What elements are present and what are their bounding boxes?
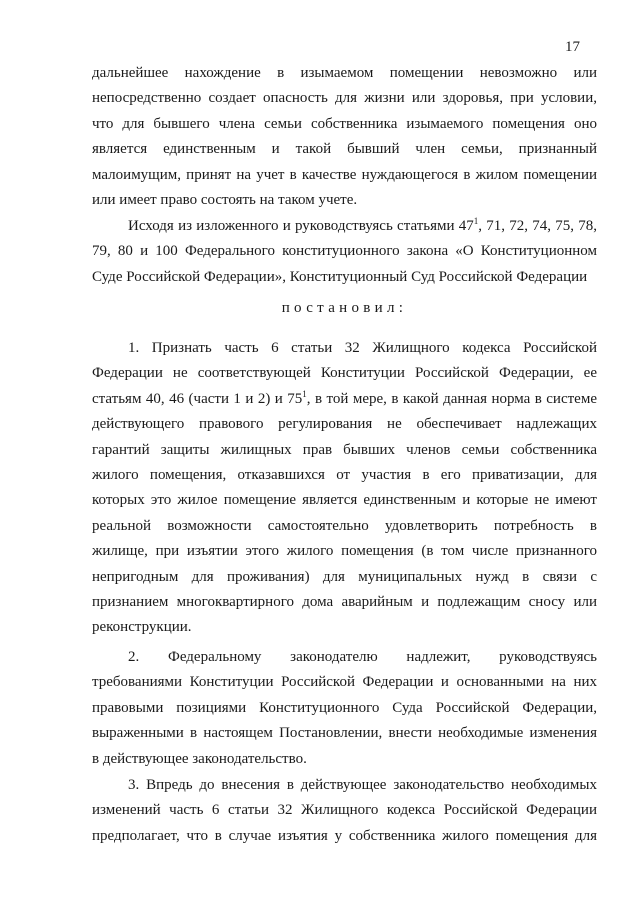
superscript: 1 bbox=[473, 216, 479, 226]
resolution-heading-block bbox=[92, 296, 597, 321]
paragraph-continuation bbox=[92, 61, 597, 213]
text-line: или имеет право состоять на таком учете. bbox=[92, 191, 358, 208]
text-line: 1. Признать часть 6 статьи 32 Жилищного кодекса Российской bbox=[128, 340, 597, 356]
text-line: признанием многоквартирного дома аварийным и подлежащим сносу или bbox=[92, 593, 597, 610]
text-line: изменений часть 6 статьи 32 Жилищного кодекса Российской Федерации bbox=[92, 802, 597, 819]
text-line: непосредственно создает опасность для жизни или здоровья, при условии, bbox=[92, 90, 597, 107]
text-segment: , 71, 72, 74, 75, 78, bbox=[478, 218, 597, 234]
text-line: гарантий защиты жилищных прав бывших членов семьи собственника bbox=[92, 441, 597, 458]
text-line: жилого помещения, отказавшихся от участия в его приватизации, для bbox=[92, 466, 597, 483]
text-segment: статьям 40, 46 (части 1 и 2) и 75 bbox=[92, 390, 303, 407]
text-line: жилище, при изъятии этого жилого помещения (в том числе признанного bbox=[92, 543, 597, 560]
text-segment: Исходя из изложенного и руководствуясь статьями 47 bbox=[128, 218, 474, 234]
page-number: 17 bbox=[565, 39, 580, 55]
text-line: является единственным и такой бывший член семьи, признанный bbox=[92, 141, 597, 158]
text-line: предполагает, что в случае изъятия у собственника жилого помещения для bbox=[92, 827, 597, 844]
text-line: Суде Российской Федерации», Конституционный Суд Российской Федерации bbox=[92, 268, 588, 285]
text-line: дальнейшее нахождение в изымаемом помещении невозможно или bbox=[92, 65, 597, 81]
paragraph-point-3 bbox=[92, 773, 597, 849]
text-line: выраженными в настоящем Постановлении, внести необходимые изменения bbox=[92, 725, 597, 742]
superscript: 1 bbox=[302, 388, 307, 399]
text-line: действующего правового регулирования не обеспечивает надлежащих bbox=[92, 416, 597, 433]
text-line: реконструкции. bbox=[92, 619, 192, 636]
text-line: что для бывшего члена семьи собственника изымаемого помещения оно bbox=[92, 115, 597, 132]
text-line bbox=[92, 387, 597, 412]
paragraph-point-2 bbox=[92, 645, 597, 772]
text-line: 79, 80 и 100 Федерального конституционного закона «О Конституционном bbox=[92, 243, 597, 260]
text-line: правовыми позициями Конституционного Суда Российской Федерации, bbox=[92, 699, 597, 716]
text-line: реальной возможности самостоятельно удовлетворить потребность в bbox=[92, 517, 597, 534]
text-line: в действующее законодательство. bbox=[92, 750, 307, 767]
text-line: Федерации не соответствующей Конституции Российской Федерации, ее bbox=[92, 365, 597, 382]
paragraph-point-1 bbox=[92, 336, 597, 641]
text-segment: , в той мере, в какой данная норма в системе bbox=[306, 390, 597, 407]
text-line bbox=[92, 214, 597, 239]
text-line: которых это жилое помещение является единственным и которые не имеют bbox=[92, 492, 597, 509]
text-line: малоимущим, принят на учет в качестве нуждающегося в жилом помещении bbox=[92, 166, 597, 183]
resolution-heading: постановил: bbox=[281, 300, 408, 316]
paragraph-grounds bbox=[92, 214, 597, 290]
text-line: 2. Федеральному законодателю надлежит, руководствуясь bbox=[128, 649, 597, 665]
text-line: 3. Впредь до внесения в действующее законодательство необходимых bbox=[128, 777, 597, 793]
text-line: непригодным для проживания) для муниципальных нужд в связи с bbox=[92, 568, 597, 585]
text-line: требованиями Конституции Российской Федерации и основанными на них bbox=[92, 674, 597, 691]
